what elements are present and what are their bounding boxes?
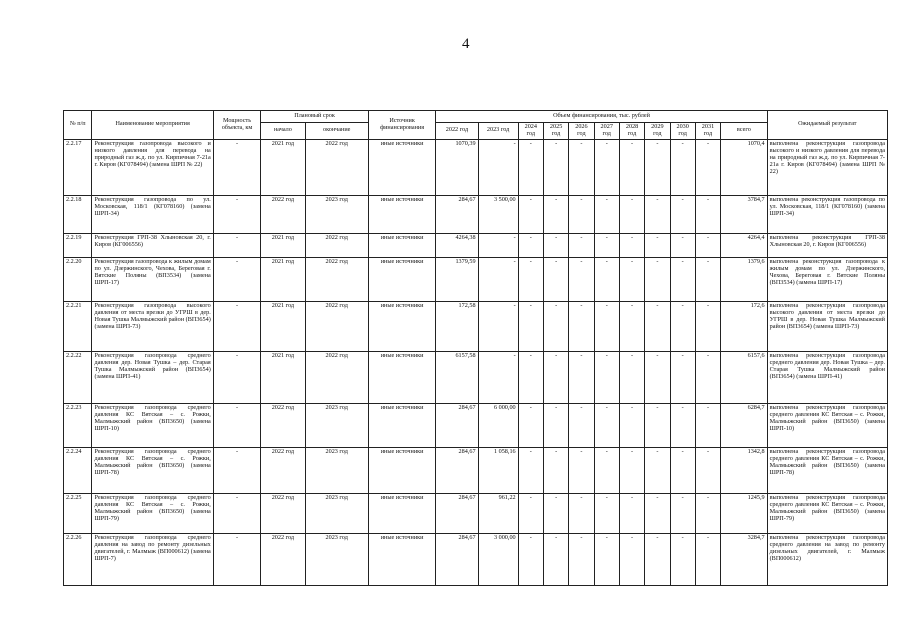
header-power: Мощность объекта, км xyxy=(213,111,260,140)
cell-name: Реконструкция газопровода высокого давления от места врезки до УГРШ в дер. Новая Тушка Малмыжский район (ВП3654) (замена ШРП-73) xyxy=(92,301,213,351)
table-row xyxy=(64,351,888,403)
cell-year-value: - xyxy=(670,195,695,233)
cell-year-value: - xyxy=(619,233,644,257)
cell-source: иные источники xyxy=(368,533,436,585)
cell-year-value: - xyxy=(670,447,695,493)
header-planned: Плановый срок xyxy=(261,111,369,123)
cell-year-value: - xyxy=(619,493,644,533)
cell-end: 2023 год xyxy=(305,533,368,585)
cell-year-value: - xyxy=(695,351,720,403)
cell-year-value: - xyxy=(645,195,670,233)
cell-year-value: - xyxy=(569,301,594,351)
cell-result: выполнена реконструкция ГРП-38 Хлыновская 20, г. Киров (КГ006556) xyxy=(767,233,887,257)
cell-start: 2022 год xyxy=(261,447,305,493)
cell-total: 1245,9 xyxy=(721,493,768,533)
cell-year-value: - xyxy=(518,301,543,351)
cell-year-value: 3 500,00 xyxy=(478,195,518,233)
cell-year-value: - xyxy=(619,257,644,301)
cell-result: выполнена реконструкция газопровода к жилым домам по ул. Дзержинского, Чехова, Береговая г. Вятские Поляны (ВП3534) (замена ШРП-17) xyxy=(767,257,887,301)
cell-num: 2.2.22 xyxy=(64,351,92,403)
header-year: 2023 год xyxy=(478,123,518,140)
table-row xyxy=(64,139,888,195)
cell-year-value: - xyxy=(594,533,619,585)
cell-year-value: - xyxy=(478,233,518,257)
cell-end: 2022 год xyxy=(305,257,368,301)
cell-source: иные источники xyxy=(368,195,436,233)
cell-name: Реконструкция газопровода среднего давления КС Вятская – с. Рожки, Малмыжский район (ВП3650) (замена ШРП-10) xyxy=(92,403,213,447)
cell-year-value: - xyxy=(645,257,670,301)
cell-year-value: - xyxy=(518,233,543,257)
cell-year-value: - xyxy=(695,139,720,195)
cell-year-value: - xyxy=(594,233,619,257)
cell-year-value: 284,67 xyxy=(436,493,478,533)
header-year: 2030 год xyxy=(670,123,695,140)
cell-year-value: - xyxy=(543,233,568,257)
cell-year-value: - xyxy=(543,533,568,585)
cell-num: 2.2.20 xyxy=(64,257,92,301)
cell-year-value: - xyxy=(518,139,543,195)
header-year: 2031 год xyxy=(695,123,720,140)
cell-year-value: - xyxy=(478,301,518,351)
cell-end: 2023 год xyxy=(305,195,368,233)
cell-num: 2.2.26 xyxy=(64,533,92,585)
cell-year-value: - xyxy=(670,493,695,533)
cell-year-value: - xyxy=(645,493,670,533)
cell-total: 1070,4 xyxy=(721,139,768,195)
cell-year-value: - xyxy=(478,139,518,195)
cell-start: 2021 год xyxy=(261,233,305,257)
cell-source: иные источники xyxy=(368,257,436,301)
header-end: окончание xyxy=(305,123,368,140)
cell-total: 3784,7 xyxy=(721,195,768,233)
cell-year-value: - xyxy=(543,351,568,403)
cell-name: Реконструкция газопровода среднего давления на завод по ремонту дизельных двигателей, г. Малмыж (ВП000612) (замена ШРП-7) xyxy=(92,533,213,585)
cell-source: иные источники xyxy=(368,233,436,257)
table-row xyxy=(64,233,888,257)
cell-year-value: - xyxy=(478,351,518,403)
cell-year-value: - xyxy=(619,403,644,447)
cell-power: - xyxy=(213,139,260,195)
cell-num: 2.2.23 xyxy=(64,403,92,447)
cell-year-value: - xyxy=(670,233,695,257)
cell-year-value: - xyxy=(619,351,644,403)
cell-year-value: - xyxy=(518,403,543,447)
cell-year-value: - xyxy=(594,351,619,403)
header-year: 2028 год xyxy=(619,123,644,140)
cell-year-value: - xyxy=(543,493,568,533)
cell-name: Реконструкция ГРП-38 Хлыновская 20, г. Киров (КГ006556) xyxy=(92,233,213,257)
cell-year-value: - xyxy=(619,533,644,585)
cell-year-value: - xyxy=(543,139,568,195)
cell-source: иные источники xyxy=(368,403,436,447)
cell-name: Реконструкция газопровода к жилым домам по ул. Дзержинского, Чехова, Береговая г. Вятские Поляны (ВП3534) (замена ШРП-17) xyxy=(92,257,213,301)
cell-start: 2021 год xyxy=(261,351,305,403)
cell-total: 172,6 xyxy=(721,301,768,351)
cell-year-value: - xyxy=(619,301,644,351)
table-row xyxy=(64,301,888,351)
cell-year-value: - xyxy=(569,493,594,533)
cell-num: 2.2.25 xyxy=(64,493,92,533)
cell-start: 2022 год xyxy=(261,403,305,447)
cell-total: 4264,4 xyxy=(721,233,768,257)
cell-year-value: - xyxy=(594,257,619,301)
cell-year-value: 284,67 xyxy=(436,403,478,447)
table-body xyxy=(64,139,888,585)
cell-result: выполнена реконструкция газопровода среднего давления дер. Новая Тушка – дер. Старая Тушка Малмыжский район (ВП3654) (замена ШРП-41) xyxy=(767,351,887,403)
cell-year-value: 1379,59 xyxy=(436,257,478,301)
cell-power: - xyxy=(213,403,260,447)
cell-num: 2.2.17 xyxy=(64,139,92,195)
cell-year-value: - xyxy=(569,351,594,403)
cell-year-value: - xyxy=(594,447,619,493)
cell-total: 3284,7 xyxy=(721,533,768,585)
cell-source: иные источники xyxy=(368,351,436,403)
cell-year-value: 284,67 xyxy=(436,533,478,585)
cell-source: иные источники xyxy=(368,447,436,493)
cell-year-value: - xyxy=(518,533,543,585)
cell-year-value: - xyxy=(594,195,619,233)
cell-year-value: - xyxy=(645,351,670,403)
table-row xyxy=(64,447,888,493)
cell-year-value: - xyxy=(695,447,720,493)
cell-source: иные источники xyxy=(368,301,436,351)
cell-start: 2021 год xyxy=(261,301,305,351)
cell-name: Реконструкция газопровода среднего давления дер. Новая Тушка – дер. Старая Тушка Малмыжский район (ВП3654) (замена ШРП-41) xyxy=(92,351,213,403)
cell-year-value: - xyxy=(695,233,720,257)
cell-start: 2021 год xyxy=(261,139,305,195)
cell-power: - xyxy=(213,233,260,257)
cell-year-value: - xyxy=(670,301,695,351)
cell-year-value: - xyxy=(645,233,670,257)
cell-source: иные источники xyxy=(368,139,436,195)
cell-year-value: 1070,39 xyxy=(436,139,478,195)
header-year: 2026 год xyxy=(569,123,594,140)
header-num: № п/п xyxy=(64,111,92,140)
cell-power: - xyxy=(213,301,260,351)
cell-name: Реконструкция газопровода среднего давления КС Вятская – с. Рожки, Малмыжский район (ВП3650) (замена ШРП-78) xyxy=(92,447,213,493)
cell-year-value: 172,58 xyxy=(436,301,478,351)
cell-year-value: - xyxy=(670,403,695,447)
cell-year-value: - xyxy=(645,533,670,585)
cell-year-value: 284,67 xyxy=(436,195,478,233)
cell-year-value: - xyxy=(543,403,568,447)
cell-year-value: 4264,38 xyxy=(436,233,478,257)
cell-year-value: - xyxy=(619,195,644,233)
header-year: 2025 год xyxy=(543,123,568,140)
cell-year-value: - xyxy=(619,139,644,195)
cell-power: - xyxy=(213,257,260,301)
cell-start: 2022 год xyxy=(261,533,305,585)
cell-end: 2022 год xyxy=(305,139,368,195)
header-year: 2024 год xyxy=(518,123,543,140)
cell-year-value: - xyxy=(670,533,695,585)
header-source: Источник финансирования xyxy=(368,111,436,140)
cell-year-value: - xyxy=(543,257,568,301)
funding-table xyxy=(63,110,888,586)
header-funding: Объем финансирования, тыс. рублей xyxy=(436,111,767,123)
cell-year-value: - xyxy=(695,493,720,533)
cell-year-value: - xyxy=(594,139,619,195)
table-row xyxy=(64,195,888,233)
cell-total: 1342,8 xyxy=(721,447,768,493)
cell-year-value: - xyxy=(569,403,594,447)
cell-source: иные источники xyxy=(368,493,436,533)
cell-year-value: - xyxy=(670,257,695,301)
cell-year-value: - xyxy=(695,533,720,585)
cell-result: выполнена реконструкция газопровода по ул. Московская, 118/1 (КГ078160) (замена ШРП-34) xyxy=(767,195,887,233)
header-start: начало xyxy=(261,123,305,140)
cell-result: выполнена реконструкция газопровода высокого и низкого давления для перевода на природный газ ж.д. по ул. Кирпичная 7-21а г. Киров (КГ078494) (замена ШРП № 22) xyxy=(767,139,887,195)
cell-start: 2022 год xyxy=(261,493,305,533)
cell-end: 2022 год xyxy=(305,301,368,351)
cell-year-value: 6 000,00 xyxy=(478,403,518,447)
cell-year-value: - xyxy=(670,351,695,403)
cell-year-value: - xyxy=(695,301,720,351)
cell-year-value: - xyxy=(695,257,720,301)
cell-total: 6157,6 xyxy=(721,351,768,403)
cell-num: 2.2.19 xyxy=(64,233,92,257)
cell-result: выполнена реконструкция газопровода среднего давления на завод по ремонту дизельных двигателей, г. Малмыж (ВП000612) xyxy=(767,533,887,585)
cell-end: 2022 год xyxy=(305,233,368,257)
cell-year-value: - xyxy=(569,139,594,195)
cell-num: 2.2.18 xyxy=(64,195,92,233)
header-name: Наименование мероприятия xyxy=(92,111,213,140)
header-result: Ожидаемый результат xyxy=(767,111,887,140)
cell-year-value: - xyxy=(645,403,670,447)
cell-name: Реконструкция газопровода высокого и низкого давления для перевода на природный газ ж.д. по ул. Кирпичная 7-21а г. Киров (КГ078494) (замена ШРП № 22) xyxy=(92,139,213,195)
cell-result: выполнена реконструкция газопровода высокого давления от места врезки до УГРШ в дер. Новая Тушка Малмыжский район (ВП3654) (замена ШРП-73) xyxy=(767,301,887,351)
cell-year-value: 3 000,00 xyxy=(478,533,518,585)
cell-year-value: 1 058,16 xyxy=(478,447,518,493)
cell-num: 2.2.21 xyxy=(64,301,92,351)
cell-year-value: - xyxy=(543,447,568,493)
cell-year-value: 284,67 xyxy=(436,447,478,493)
cell-year-value: - xyxy=(569,233,594,257)
cell-year-value: - xyxy=(518,493,543,533)
table-row xyxy=(64,533,888,585)
cell-year-value: - xyxy=(543,301,568,351)
cell-total: 1379,6 xyxy=(721,257,768,301)
table-row xyxy=(64,493,888,533)
cell-year-value: - xyxy=(569,447,594,493)
cell-power: - xyxy=(213,533,260,585)
cell-year-value: - xyxy=(594,493,619,533)
cell-year-value: - xyxy=(670,139,695,195)
cell-power: - xyxy=(213,351,260,403)
cell-power: - xyxy=(213,447,260,493)
cell-year-value: - xyxy=(518,195,543,233)
cell-result: выполнена реконструкция газопровода среднего давления КС Вятская – с. Рожки, Малмыжский район (ВП3650) (замена ШРП-78) xyxy=(767,447,887,493)
cell-year-value: - xyxy=(518,447,543,493)
header-year: 2022 год xyxy=(436,123,478,140)
cell-year-value: - xyxy=(645,301,670,351)
table-row xyxy=(64,403,888,447)
cell-year-value: - xyxy=(645,139,670,195)
cell-year-value: - xyxy=(695,403,720,447)
cell-year-value: - xyxy=(518,257,543,301)
cell-num: 2.2.24 xyxy=(64,447,92,493)
cell-power: - xyxy=(213,195,260,233)
cell-year-value: - xyxy=(569,257,594,301)
page-number: 4 xyxy=(462,36,470,52)
cell-name: Реконструкция газопровода среднего давления КС Вятская – с. Рожки, Малмыжский район (ВП3650) (замена ШРП-79) xyxy=(92,493,213,533)
cell-year-value: - xyxy=(594,403,619,447)
cell-year-value: - xyxy=(645,447,670,493)
cell-year-value: 6157,58 xyxy=(436,351,478,403)
cell-year-value: - xyxy=(478,257,518,301)
table-row xyxy=(64,257,888,301)
cell-result: выполнена реконструкция газопровода среднего давления КС Вятская – с. Рожки, Малмыжский район (ВП3650) (замена ШРП-79) xyxy=(767,493,887,533)
cell-start: 2021 год xyxy=(261,257,305,301)
cell-total: 6284,7 xyxy=(721,403,768,447)
header-total: всего xyxy=(721,123,768,140)
cell-end: 2022 год xyxy=(305,351,368,403)
cell-end: 2023 год xyxy=(305,403,368,447)
cell-year-value: - xyxy=(543,195,568,233)
header-year: 2029 год xyxy=(645,123,670,140)
cell-end: 2023 год xyxy=(305,493,368,533)
cell-end: 2023 год xyxy=(305,447,368,493)
cell-year-value: - xyxy=(569,533,594,585)
cell-start: 2022 год xyxy=(261,195,305,233)
cell-year-value: - xyxy=(619,447,644,493)
header-year: 2027 год xyxy=(594,123,619,140)
cell-year-value: - xyxy=(594,301,619,351)
cell-name: Реконструкция газопровода по ул. Московская, 118/1 (КГ078160) (замена ШРП-34) xyxy=(92,195,213,233)
cell-year-value: - xyxy=(569,195,594,233)
cell-year-value: - xyxy=(518,351,543,403)
cell-power: - xyxy=(213,493,260,533)
cell-result: выполнена реконструкция газопровода среднего давления КС Вятская – с. Рожки, Малмыжский район (ВП3650) (замена ШРП-10) xyxy=(767,403,887,447)
cell-year-value: 961,22 xyxy=(478,493,518,533)
cell-year-value: - xyxy=(695,195,720,233)
